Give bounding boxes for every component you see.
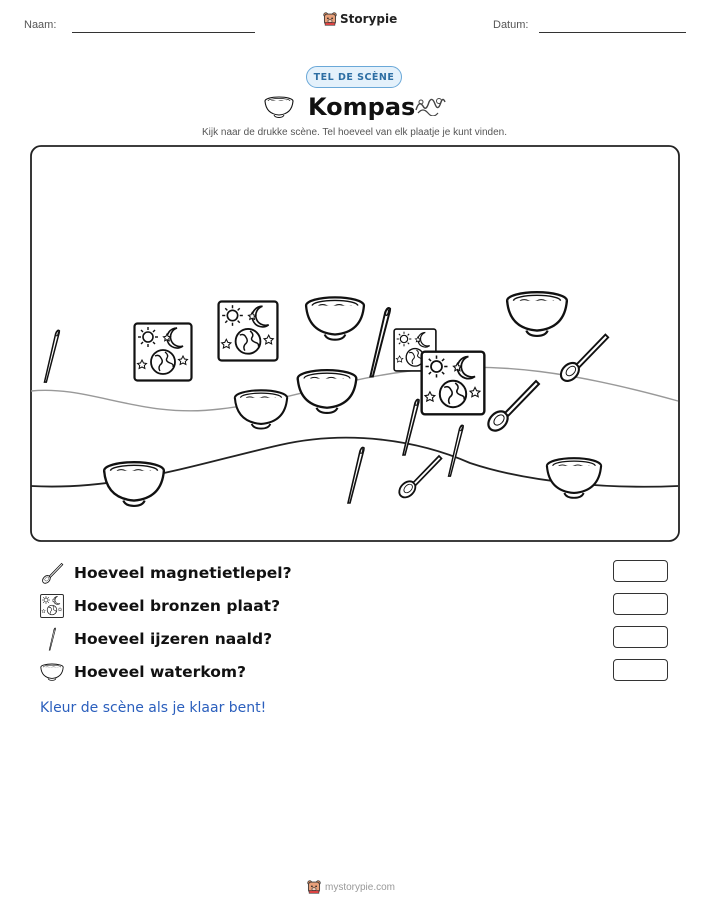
- brand-name: Storypie: [340, 12, 398, 26]
- instructions: Kijk naar de drukke scène. Tel hoeveel van elk plaatje je kunt vinden.: [201, 127, 507, 138]
- question-spoon: [40, 561, 292, 585]
- date-label: Datum:: [493, 19, 529, 31]
- date-line[interactable]: [539, 32, 686, 33]
- storypie-logo: [323, 12, 397, 26]
- answer-box-bowl[interactable]: [613, 659, 668, 681]
- plate-1: [135, 324, 192, 381]
- plate-4: [422, 352, 485, 415]
- plate-2: [219, 302, 278, 361]
- activity-badge: TEL DE SCÈNE: [306, 66, 402, 88]
- answer-box-needle[interactable]: [613, 626, 668, 648]
- compass-scribble-icon: [413, 96, 447, 116]
- plate-icon: [40, 594, 64, 618]
- answer-box-spoon[interactable]: [613, 560, 668, 582]
- bowl-icon: [40, 660, 64, 684]
- question-text: Hoeveel ijzeren naald?: [74, 630, 273, 648]
- needle-icon: [40, 627, 64, 651]
- bowl-icon: [264, 96, 294, 118]
- question-text: Hoeveel bronzen plaat?: [74, 597, 281, 615]
- color-instruction: Kleur de scène als je klaar bent!: [40, 700, 267, 716]
- page-title: Kompas: [308, 93, 416, 121]
- question-bowl: [40, 660, 246, 684]
- answer-box-plate[interactable]: [613, 593, 668, 615]
- footer-site[interactable]: mystorypie.com: [325, 881, 396, 893]
- question-needle: [40, 627, 272, 651]
- question-text: Hoeveel magnetietlepel?: [74, 564, 292, 582]
- name-line[interactable]: [72, 32, 255, 33]
- question-text: Hoeveel waterkom?: [74, 663, 246, 681]
- bear-logo-icon: [307, 880, 321, 894]
- bear-logo-icon: [323, 12, 337, 26]
- spoon-icon: [40, 561, 64, 585]
- question-plate: [40, 594, 280, 618]
- name-label: Naam:: [24, 19, 57, 31]
- footer: [307, 880, 395, 894]
- counting-scene: [30, 145, 680, 543]
